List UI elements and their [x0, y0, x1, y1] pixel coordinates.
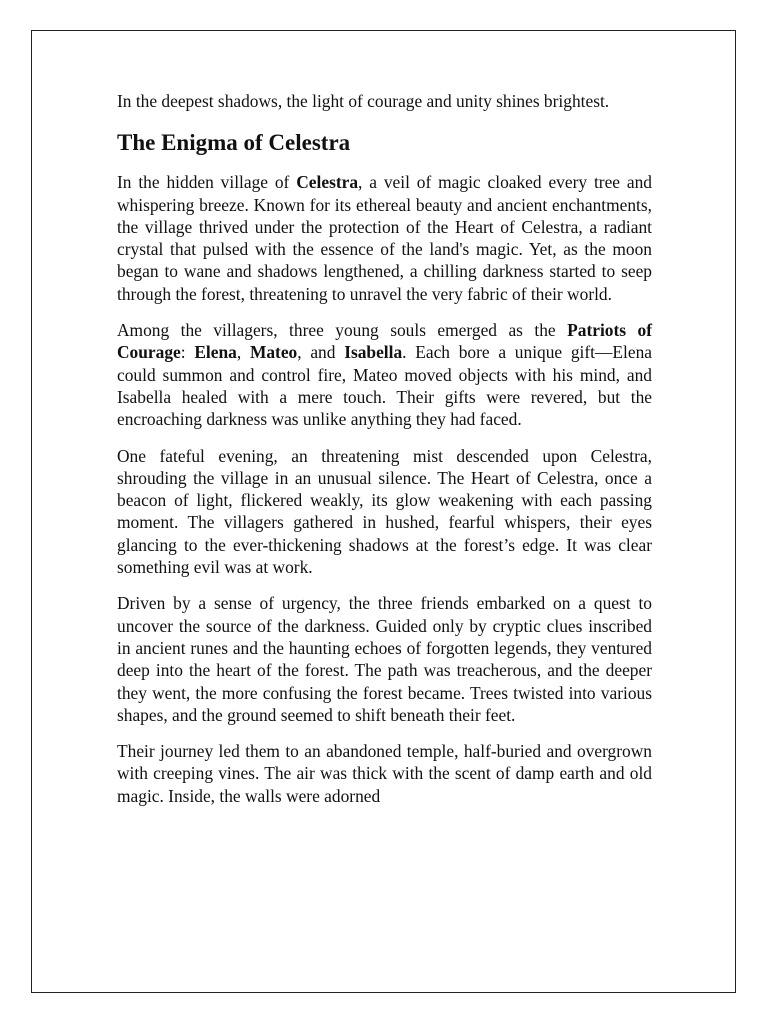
paragraph-1 — [117, 171, 652, 305]
paragraph-3: One fateful evening, an threatening mist descended upon Celestra, shrouding the village in an unusual silence. The Heart of Celestra, once a beacon of light, flickered weakly, its glow weakening with each passing moment. The villagers gathered in hushed, fearful whispers, their eyes glancing to the ever-thickening shadows at the forest’s edge. It was clear something evil was at work. — [117, 445, 652, 578]
isabella-bold: Isabella — [344, 342, 403, 363]
epigraph: In the deepest shadows, the light of courage and unity shines brightest. — [117, 91, 610, 111]
paragraph-1-text-1: In the hidden village of — [117, 172, 297, 193]
paragraph-2-text-3: , — [236, 342, 250, 363]
paragraph-5: Their journey led them to an abandoned temple, half-buried and overgrown with creeping vines. The air was thick with the scent of damp earth and old magic. Inside, the walls were adorned — [117, 741, 652, 806]
paragraph-1-text-2: , a veil of magic cloaked every tree and whispering breeze. Known for its ethereal beauty and ancient enchantments, the village thrived under the protection of the Heart of Celestra, a radiant crystal that pulsed with the essence of the land's magic. Yet, as the moon began to wane and shadows lengthened, a chilling darkness started to seep through the forest, threatening to unravel the very fabric of their world. — [117, 172, 652, 304]
mateo-bold: Mateo — [249, 342, 298, 363]
paragraph-2 — [117, 319, 652, 430]
paragraph-2-text-2: : — [180, 342, 195, 363]
paragraph-4: Driven by a sense of urgency, the three friends embarked on a quest to uncover the source of the darkness. Guided only by cryptic clues inscribed in ancient runes and the haunting echoes of forgotten legends, they ventured deep into the heart of the forest. The path was treacherous, and the deeper they went, the more confusing the forest became. Trees twisted into various shapes, and the ground seemed to shift beneath their feet. — [117, 593, 652, 725]
page-frame — [31, 30, 736, 993]
paragraph-2-text-4: , and — [297, 342, 345, 363]
story-title: The Enigma of Celestra — [117, 130, 351, 156]
document-content — [117, 90, 652, 821]
paragraph-2-text-1: Among the villagers, three young souls emerged as the — [117, 320, 568, 341]
paragraph-2-text-5: . Each bore a unique gift—Elena could summon and control fire, Mateo moved objects with his mind, and Isabella healed with a mere touch. Their gifts were revered, but the encroaching darkness was unlike anything they had faced. — [117, 342, 652, 430]
elena-bold: Elena — [194, 342, 237, 363]
patriots-of-courage-bold: Patriots of Courage — [117, 320, 652, 363]
celestra-bold: Celestra — [296, 172, 359, 193]
